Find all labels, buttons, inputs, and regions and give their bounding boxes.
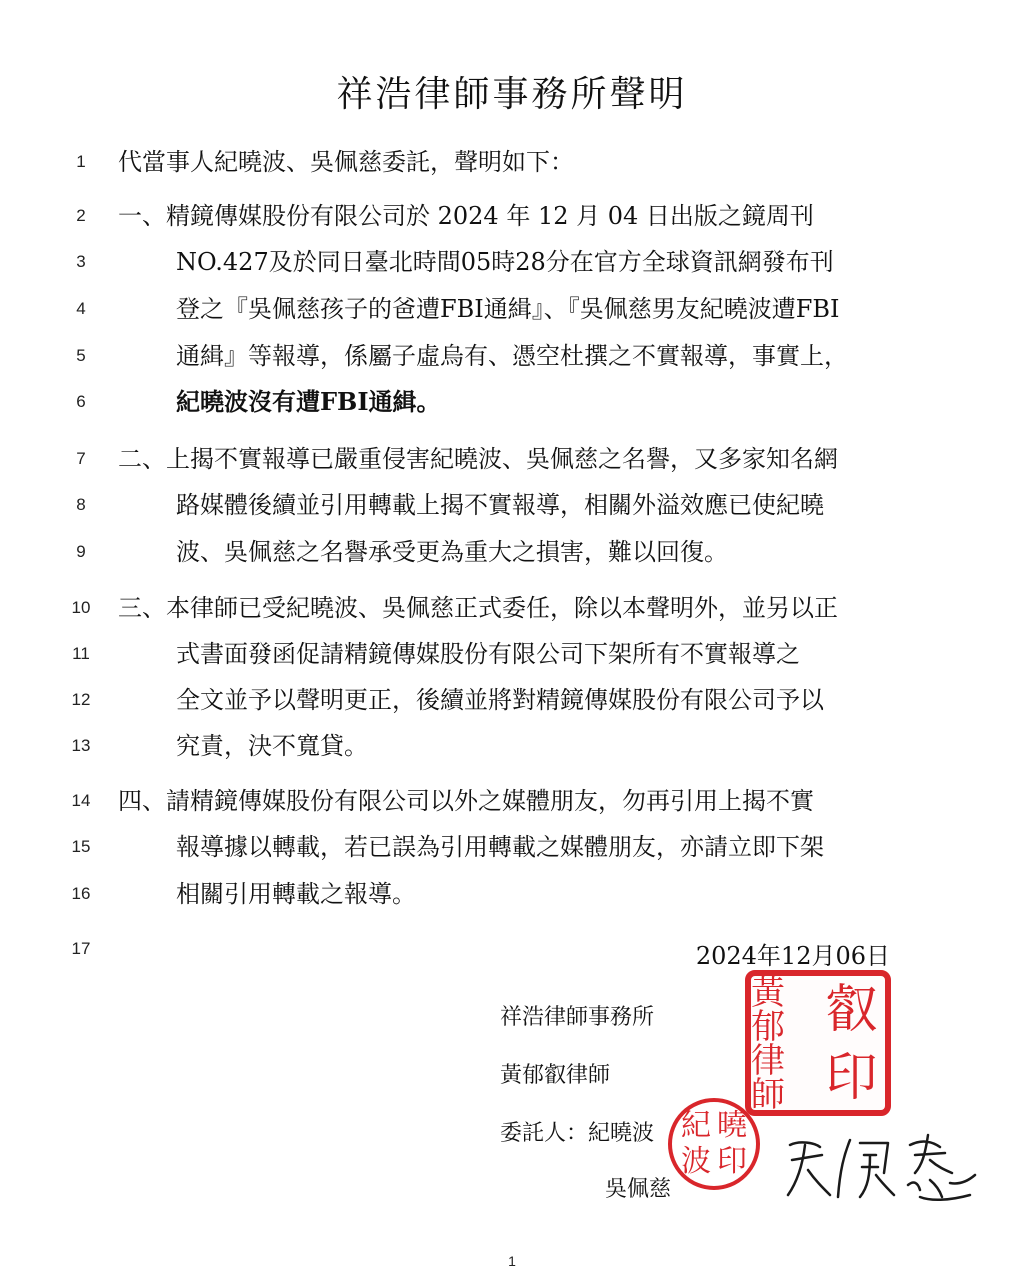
line-number: 16 xyxy=(71,884,91,903)
line-number: 15 xyxy=(71,837,91,856)
body-line: 報導據以轉載，若已誤為引用轉載之媒體朋友，亦請立即下架 xyxy=(176,833,824,861)
body-line: 通緝』等報導，係屬子虛烏有、憑空杜撰之不實報導，事實上， xyxy=(176,342,848,370)
body-line: 一、精鏡傳媒股份有限公司於 2024 年 12 月 04 日出版之鏡周刊 xyxy=(118,202,814,230)
line-number: 1 xyxy=(76,152,86,171)
line-number: 11 xyxy=(72,644,90,663)
line-number: 9 xyxy=(76,542,86,561)
line-number: 17 xyxy=(71,939,91,958)
body-line: 式書面發函促請精鏡傳媒股份有限公司下架所有不實報導之 xyxy=(176,640,800,668)
line-number: 10 xyxy=(71,598,91,617)
page-number: 1 xyxy=(508,1253,516,1269)
stamp-char: 曉 xyxy=(717,1108,747,1143)
law-firm-seal-stamp xyxy=(745,970,891,1116)
body-line: 路媒體後續並引用轉載上揭不實報導，相關外溢效應已使紀曉 xyxy=(176,491,824,519)
body-line: 三、本律師已受紀曉波、吳佩慈正式委任，除以本聲明外，並另以正 xyxy=(118,594,838,622)
body-line: 波、吳佩慈之名譽承受更為重大之損害，難以回復。 xyxy=(176,538,728,566)
line-number: 8 xyxy=(76,495,86,514)
line-number: 5 xyxy=(76,346,86,365)
line-number: 13 xyxy=(71,736,91,755)
line-number: 3 xyxy=(76,252,86,271)
page-title: 祥浩律師事務所聲明 xyxy=(336,74,688,115)
signature-lawyer: 黃郁叡律師 xyxy=(500,1063,611,1088)
signature-firm: 祥浩律師事務所 xyxy=(500,1005,655,1030)
body-line: NO.427及於同日臺北時間05時28分在官方全球資訊網發布刊 xyxy=(176,248,834,276)
handwritten-signature xyxy=(780,1125,980,1205)
stamp-char: 叡 xyxy=(825,980,878,1040)
client-seal-stamp xyxy=(668,1098,760,1190)
signature-client2: 吳佩慈 xyxy=(605,1177,672,1202)
line-number: 2 xyxy=(76,206,86,225)
signature-client-label: 委託人：紀曉波 xyxy=(500,1121,655,1146)
stamp-char: 波 xyxy=(681,1144,711,1179)
stamp-char: 紀 xyxy=(681,1108,711,1143)
body-line: 代當事人紀曉波、吳佩慈委託，聲明如下： xyxy=(118,148,574,176)
stamp-char: 印 xyxy=(825,1048,878,1108)
stamp-char: 印 xyxy=(717,1144,747,1179)
line-number: 14 xyxy=(71,791,91,810)
body-line: 全文並予以聲明更正，後續並將對精鏡傳媒股份有限公司予以 xyxy=(176,686,824,714)
body-line: 究責，決不寬貸。 xyxy=(176,732,368,760)
stamp-char: 黃郁 xyxy=(751,973,785,1047)
body-line: 四、請精鏡傳媒股份有限公司以外之媒體朋友，勿再引用上揭不實 xyxy=(118,787,814,815)
stamp-char: 律師 xyxy=(751,1041,785,1115)
line-number: 4 xyxy=(76,299,86,318)
body-line: 二、上揭不實報導已嚴重侵害紀曉波、吳佩慈之名譽，又多家知名網 xyxy=(118,445,838,473)
body-line-bold: 紀曉波沒有遭FBI通緝。 xyxy=(176,387,441,416)
line-number: 12 xyxy=(71,690,91,709)
body-line: 登之『吳佩慈孩子的爸遭FBI通緝』、『吳佩慈男友紀曉波遭FBI xyxy=(176,295,840,323)
body-line: 相關引用轉載之報導。 xyxy=(176,880,416,908)
line-number: 7 xyxy=(76,449,86,468)
document-date: 2024年12月06日 xyxy=(695,942,890,970)
line-number: 6 xyxy=(76,392,86,411)
